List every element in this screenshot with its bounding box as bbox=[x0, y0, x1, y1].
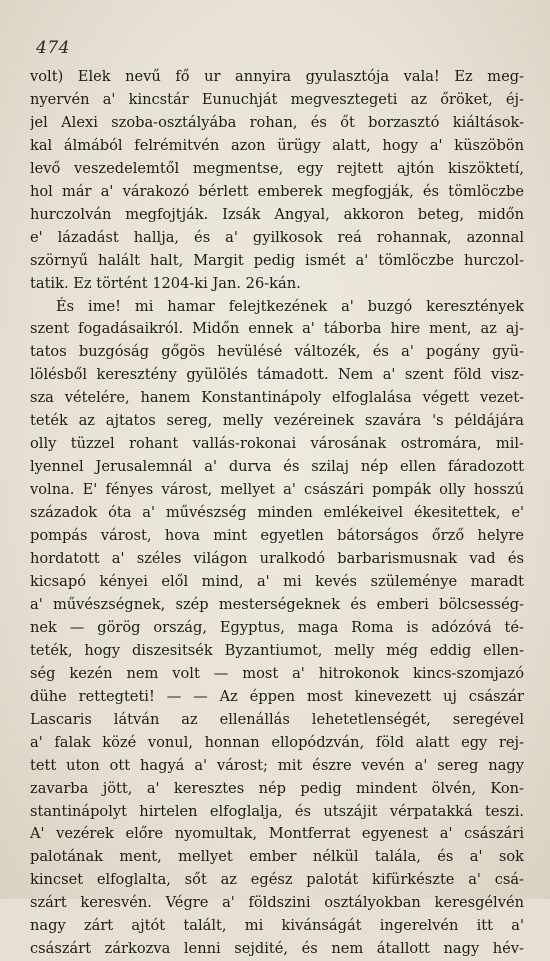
text-line: a' művészségnek, szép mesterségeknek és emberi bölcsesség- bbox=[30, 595, 524, 613]
text-line: kicsapó kényei elől mind, a' mi kevés szüleménye maradt bbox=[30, 572, 524, 590]
text-line: századok óta a' művészség minden emlékeivel ékesitettek, e' bbox=[30, 504, 524, 522]
text-line: hol már a' várakozó bérlett emberek megfogják, és tömlöczbe bbox=[30, 182, 524, 200]
text-line: dühe rettegteti! — — Az éppen most kinevezett uj császár bbox=[30, 687, 524, 705]
text-line: tatik. Ez történt 1204-ki Jan. 26-kán. bbox=[30, 274, 301, 292]
text-line: olly tüzzel rohant vallás-rokonai városának ostromára, mil- bbox=[30, 435, 524, 453]
text-line: császárt zárkozva lenni sejdité, és nem átallott nagy hév- bbox=[30, 940, 524, 958]
text-line: A' vezérek előre nyomultak, Montferrat egyenest a' császári bbox=[30, 825, 524, 843]
text-line: tatos buzgóság gőgös hevülésé változék, és a' pogány gyü- bbox=[30, 343, 524, 361]
text-line: lölésből keresztény gyülölés támadott. Nem a' szent föld visz- bbox=[30, 366, 524, 384]
text-line: e' lázadást hallja, és a' gyilkosok reá rohannak, azonnal bbox=[30, 228, 524, 246]
text-line: hurczolván megfojtják. Izsák Angyal, akkoron beteg, midőn bbox=[30, 205, 524, 223]
body-text bbox=[30, 66, 524, 961]
text-line: palotának ment, mellyet ember nélkül talála, és a' sok bbox=[30, 848, 524, 866]
text-line: sza vételére, hanem Konstantinápoly elfoglalása végett vezet- bbox=[30, 389, 524, 407]
text-line: zavarba jött, a' keresztes nép pedig mindent ölvén, Kon- bbox=[30, 779, 524, 797]
text-line: teték az ajtatos sereg, melly vezéreinek szavára 's példájára bbox=[30, 412, 524, 430]
text-line: Lascaris látván az ellenállás lehetetlenségét, seregével bbox=[30, 710, 524, 728]
text-line: tett uton ott hagyá a' várost; mit észre vevén a' sereg nagy bbox=[30, 756, 524, 774]
paragraph bbox=[30, 66, 524, 296]
text-line: stantinápolyt hirtelen elfoglalja, és utszájit vérpatakká teszi. bbox=[30, 802, 524, 820]
text-line: kincset elfoglalta, sőt az egész palotát kifürkészte a' csá- bbox=[30, 871, 524, 889]
text-line: jel Alexi szoba-osztályába rohan, és őt borzasztó kiáltások- bbox=[30, 113, 524, 131]
text-line: pompás várost, hova mint egyetlen bátorságos őrző helyre bbox=[30, 527, 524, 545]
text-line: hordatott a' széles világon uralkodó barbarismusnak vad és bbox=[30, 550, 524, 568]
paragraph bbox=[30, 296, 524, 961]
text-line: teték, hogy diszesitsék Byzantiumot, melly még eddig ellen- bbox=[30, 641, 524, 659]
text-line: volna. E' fényes várost, mellyet a' császári pompák olly hosszú bbox=[30, 481, 524, 499]
text-line: nek — görög ország, Egyptus, maga Roma is adózóvá té- bbox=[30, 618, 524, 636]
text-line: szent fogadásaikról. Midőn ennek a' táborba hire ment, az aj- bbox=[30, 320, 524, 338]
text-line: nagy zárt ajtót talált, mi kivánságát ingerelvén itt a' bbox=[30, 917, 524, 935]
text-line: levő veszedelemtől megmentse, egy rejtett ajtón kiszöktetí, bbox=[30, 159, 524, 177]
text-line: ség kezén nem volt — most a' hitrokonok kincs-szomjazó bbox=[30, 664, 524, 682]
text-line: szárt keresvén. Végre a' földszini osztályokban keresgélvén bbox=[30, 894, 524, 912]
text-line: a' falak közé vonul, honnan ellopódzván, föld alatt egy rej- bbox=[30, 733, 524, 751]
text-line: nyervén a' kincstár Eunuchját megvesztegeti az őröket, éj- bbox=[30, 90, 524, 108]
text-line: És ime! mi hamar felejtkezének a' buzgó keresztények bbox=[56, 297, 524, 315]
text-line: szörnyű halált halt, Margit pedig ismét a' tömlöczbe hurczol- bbox=[30, 251, 524, 269]
text-line: volt) Elek nevű fő ur annyira gyulasztója vala! Ez meg- bbox=[30, 68, 524, 85]
page-number: 474 bbox=[36, 38, 70, 58]
text-line: kal álmából felrémitvén azon ürügy alatt, hogy a' küszöbön bbox=[30, 136, 524, 154]
text-line: lyennel Jerusalemnál a' durva és szilaj nép ellen fáradozott bbox=[30, 458, 524, 476]
